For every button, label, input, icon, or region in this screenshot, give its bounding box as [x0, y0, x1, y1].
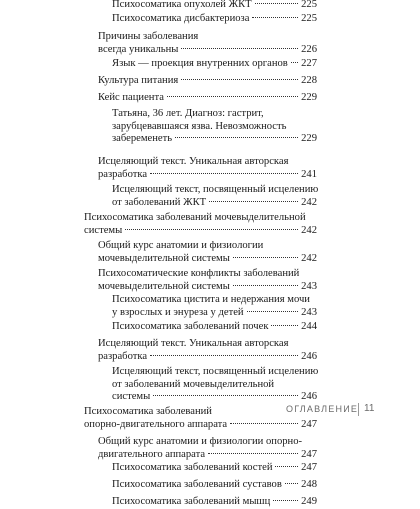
dot-leader [150, 355, 298, 356]
toc-entry-title-line: разработка [98, 168, 148, 180]
toc-entry-title-line: Психосоматика заболеваний костей [112, 462, 273, 473]
toc-entry-title-line: двигательного аппарата [98, 448, 206, 460]
toc-entry-page-number: 226 [301, 43, 317, 55]
toc-entry-title-line: зарубцевавшаяся язва. Невозможность [112, 120, 287, 132]
dot-leader [230, 423, 298, 424]
toc-entry-title-line: Культура питания [98, 75, 179, 86]
dot-leader [175, 137, 298, 138]
toc-entry-title-line: Психосоматика цистита и недержания мочи [112, 294, 310, 305]
toc-entry-title-line: мочевыделительной системы [98, 252, 230, 264]
footer-page-number: 11 [364, 403, 375, 414]
toc-entry-title-line: Психосоматика опухолей ЖКТ [112, 0, 252, 10]
toc-entry[interactable] [112, 321, 317, 334]
toc-entry-page-number: 229 [301, 92, 317, 103]
toc-entry[interactable] [98, 156, 317, 181]
toc-entry-page-number: 247 [301, 462, 317, 473]
toc-entry[interactable] [112, 479, 317, 492]
toc-entry-title-line: забеременеть [112, 133, 173, 145]
dot-leader [208, 453, 298, 454]
toc-entry[interactable] [98, 75, 317, 88]
dot-leader [233, 285, 298, 286]
toc-entry-page-number: 247 [301, 448, 317, 460]
toc-entry[interactable] [98, 240, 317, 265]
toc-entry-page-number: 225 [301, 13, 317, 24]
dot-leader [291, 62, 298, 63]
toc-entry-title-line: Психосоматика заболеваний суставов [112, 479, 282, 490]
toc-entry-title-line: от заболеваний ЖКТ [112, 196, 207, 208]
toc-entry[interactable] [98, 31, 317, 56]
toc-entry[interactable] [112, 294, 317, 319]
toc-entry-title-line: мочевыделительной системы [98, 280, 230, 292]
dot-leader [181, 48, 298, 49]
toc-entry-title-line: Язык — проекция внутренних органов [112, 58, 288, 69]
toc-entry-page-number: 248 [301, 479, 317, 490]
toc-entry-title-line: Исцеляющий текст, посвященный исцелению [112, 366, 319, 377]
toc-entry[interactable] [112, 0, 317, 12]
dot-leader [233, 257, 298, 258]
toc-entry-page-number: 225 [301, 0, 317, 10]
toc-entry[interactable] [84, 212, 317, 237]
toc-entry-page-number: 249 [301, 496, 317, 507]
toc-entry-title-line: Психосоматика заболеваний мышц [112, 496, 271, 507]
toc-entry-title-line: разработка [98, 350, 148, 362]
toc-entry-title-line: Исцеляющий текст, посвященный исцелению [112, 184, 319, 195]
toc-entry-title-line: Общий курс анатомии и физиологии опорно- [98, 436, 303, 447]
toc-entry[interactable] [98, 338, 317, 363]
page-footer [270, 402, 400, 418]
toc-entry-title-line: Психосоматические конфликты заболеваний [98, 268, 300, 279]
toc-entry[interactable] [98, 436, 317, 461]
toc-entry-title-line: Исцеляющий текст. Уникальная авторская [98, 338, 289, 349]
toc-entry-page-number: 246 [301, 350, 317, 362]
dot-leader [252, 17, 298, 18]
toc-entry-title-line: Психосоматика дисбактериоза [112, 13, 250, 24]
dot-leader [181, 79, 298, 80]
dot-leader [273, 500, 298, 501]
dot-leader [125, 229, 298, 230]
toc-entry-page-number: 228 [301, 75, 317, 86]
toc-entry[interactable] [112, 184, 317, 209]
toc-entry-title-line: от заболеваний мочевыделительной [112, 378, 275, 390]
dot-leader [255, 3, 298, 4]
toc-entry-page-number: 243 [301, 280, 317, 292]
toc-entry-title-line: Исцеляющий текст. Уникальная авторская [98, 156, 289, 167]
toc-entry-title-line: Причины заболевания [98, 31, 199, 42]
toc-entry-page-number: 246 [301, 391, 317, 403]
toc-entry-page-number: 244 [301, 321, 317, 332]
toc-entry-title-line: всегда уникальны [98, 43, 179, 55]
toc-entry-page-number: 227 [301, 58, 317, 69]
toc-entry-page-number: 229 [301, 133, 317, 145]
footer-divider [358, 403, 359, 416]
toc-entry-page-number: 241 [301, 168, 317, 180]
dot-leader [209, 201, 298, 202]
toc-entry[interactable] [112, 13, 317, 26]
toc-entry[interactable] [112, 58, 317, 71]
toc-entry[interactable] [112, 496, 317, 509]
dot-leader [285, 483, 298, 484]
toc-entry[interactable] [98, 92, 317, 105]
toc-entry-title-line: опорно-двигательного аппарата [84, 418, 228, 430]
toc-entry-page-number: 242 [301, 196, 317, 208]
toc-entry-title-line: системы [84, 224, 123, 236]
toc-entry-title-line: Кейс пациента [98, 92, 164, 103]
toc-entry-page-number: 243 [301, 306, 317, 318]
toc-entry-title-line: Психосоматика заболеваний почек [112, 321, 269, 332]
footer-section-title: ОГЛАВЛЕНИЕ [286, 404, 359, 414]
toc-entry[interactable] [112, 108, 317, 146]
dot-leader [275, 466, 298, 467]
toc-entry-title-line: Общий курс анатомии и физиологии [98, 240, 264, 251]
toc-entry-title-line: у взрослых и энуреза у детей [112, 306, 244, 318]
dot-leader [247, 311, 299, 312]
toc-entry[interactable] [112, 462, 317, 475]
toc-entry[interactable] [112, 366, 317, 404]
dot-leader [271, 325, 298, 326]
toc-entry-title-line: Психосоматика заболеваний мочевыделительной [84, 212, 306, 223]
toc-entry-page-number: 242 [301, 252, 317, 264]
toc-entry-title-line: Татьяна, 36 лет. Диагноз: гастрит, [112, 108, 264, 119]
toc-entry[interactable] [98, 268, 317, 293]
dot-leader [167, 96, 298, 97]
toc-entry-title-line: Психосоматика заболеваний [84, 406, 212, 417]
toc-entry-page-number: 247 [301, 418, 317, 430]
toc-entry-page-number: 242 [301, 224, 317, 236]
toc-entry-title-line: системы [112, 391, 151, 403]
dot-leader [150, 173, 298, 174]
dot-leader [153, 395, 298, 396]
